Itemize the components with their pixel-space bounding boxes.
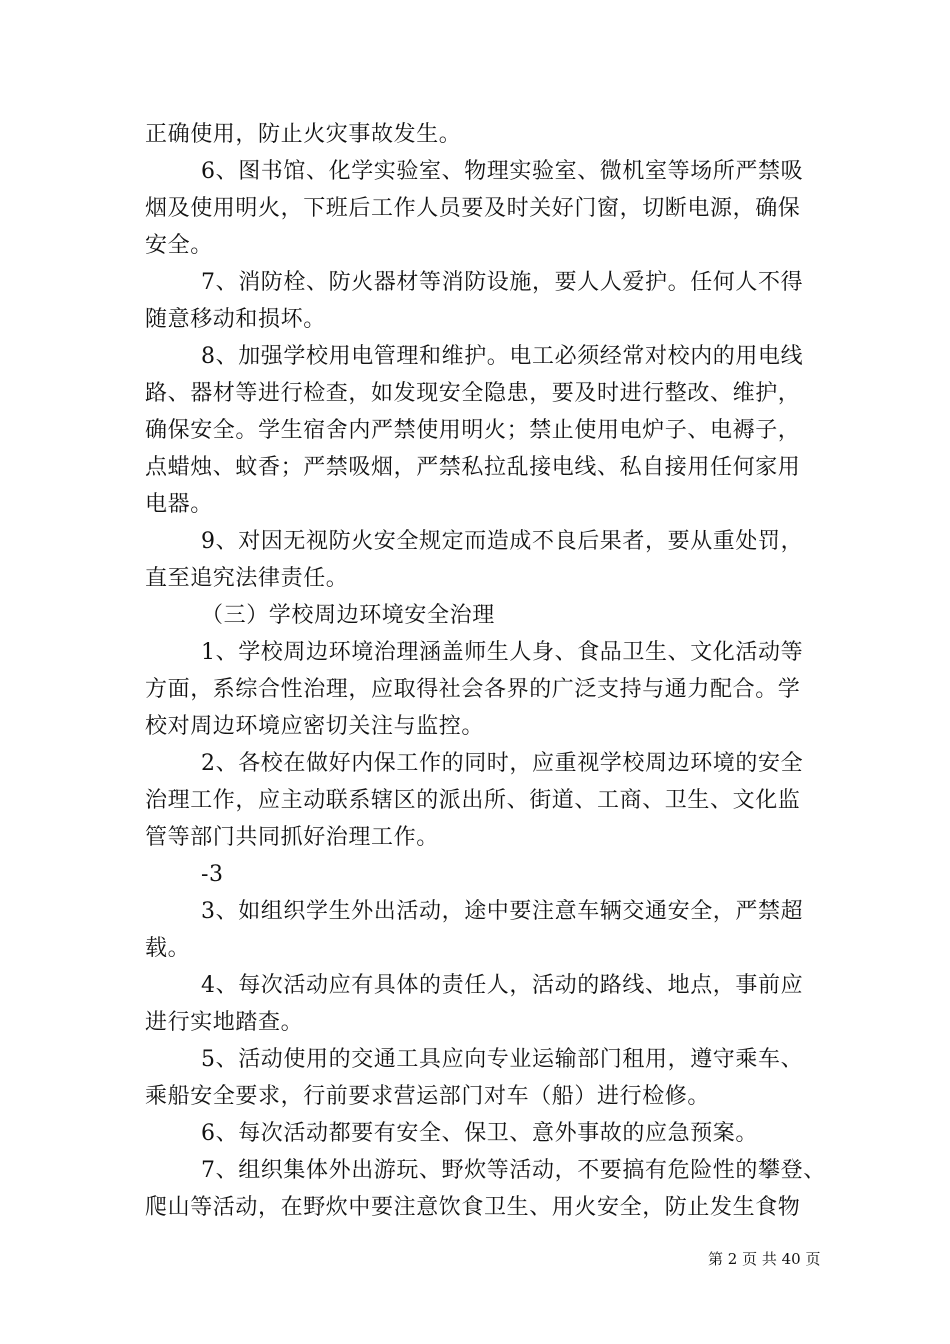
text-line: 1、学校周边环境治理涵盖师生人身、食品卫生、文化活动等	[201, 640, 804, 665]
text-line: 正确使用，防止火灾事故发生。	[145, 122, 462, 147]
text-line: 安全。	[145, 233, 213, 258]
page-number: 第 2 页 共 40 页	[708, 1250, 821, 1268]
text-line: 方面，系综合性治理，应取得社会各界的广泛支持与通力配合。学	[145, 677, 801, 702]
text-line: 烟及使用明火，下班后工作人员要及时关好门窗，切断电源，确保	[145, 196, 801, 221]
text-line: 治理工作，应主动联系辖区的派出所、街道、工商、卫生、文化监	[145, 788, 801, 813]
text-line: 7、消防栓、防火器材等消防设施，要人人爱护。任何人不得	[201, 270, 804, 295]
text-line: 4、每次活动应有具体的责任人，活动的路线、地点，事前应	[201, 973, 804, 998]
text-line: 7、组织集体外出游玩、野炊等活动，不要搞有危险性的攀登、	[201, 1158, 826, 1183]
text-line: 6、每次活动都要有安全、保卫、意外事故的应急预案。	[201, 1121, 758, 1146]
text-line: 6、图书馆、化学实验室、物理实验室、微机室等场所严禁吸	[201, 159, 804, 184]
text-line: 8、加强学校用电管理和维护。电工必须经常对校内的用电线	[201, 344, 804, 369]
text-line: 管等部门共同抓好治理工作。	[145, 825, 439, 850]
section-heading: （三）学校周边环境安全治理	[201, 603, 495, 628]
text-line: 点蜡烛、蚊香；严禁吸烟，严禁私拉乱接电线、私自接用任何家用	[145, 455, 801, 480]
text-line: 3、如组织学生外出活动，途中要注意车辆交通安全，严禁超	[201, 899, 804, 924]
page-marker: -3	[201, 862, 224, 887]
text-line: 载。	[145, 936, 191, 961]
text-line: 路、器材等进行检查，如发现安全隐患，要及时进行整改、维护，	[145, 381, 801, 406]
text-line: 随意移动和损坏。	[145, 307, 326, 332]
text-line: 校对周边环境应密切关注与监控。	[145, 714, 485, 739]
text-line: 进行实地踏查。	[145, 1010, 304, 1035]
text-line: 确保安全。学生宿舍内严禁使用明火；禁止使用电炉子、电褥子，	[145, 418, 801, 443]
text-line: 电器。	[145, 492, 213, 517]
text-line: 2、各校在做好内保工作的同时，应重视学校周边环境的安全	[201, 751, 804, 776]
text-line: 9、对因无视防火安全规定而造成不良后果者，要从重处罚，	[201, 529, 804, 554]
text-line: 爬山等活动，在野炊中要注意饮食卫生、用火安全，防止发生食物	[145, 1195, 801, 1220]
text-line: 直至追究法律责任。	[145, 566, 349, 591]
text-line: 5、活动使用的交通工具应向专业运输部门租用，遵守乘车、	[201, 1047, 804, 1072]
text-line: 乘船安全要求，行前要求营运部门对车（船）进行检修。	[145, 1084, 711, 1109]
